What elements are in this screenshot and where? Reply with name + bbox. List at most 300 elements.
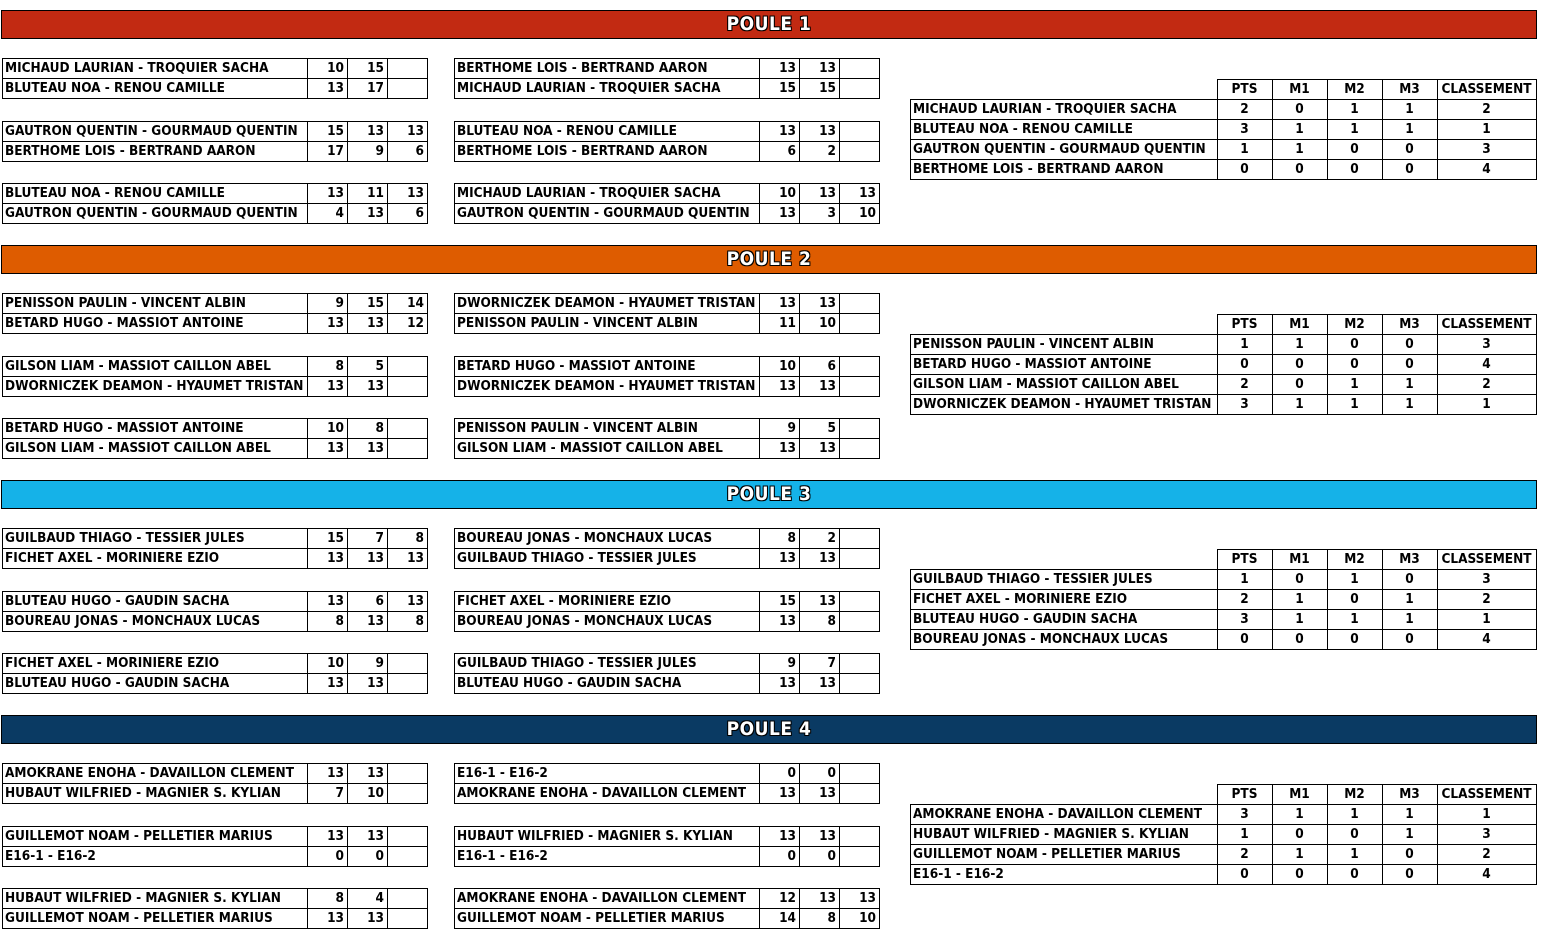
standings-rank: 4 [1437,865,1536,885]
match-table [454,528,880,569]
team-name: GAUTRON QUENTIN - GOURMAUD QUENTIN [3,122,308,142]
set-score: 13 [308,764,348,784]
team-name: BLUTEAU HUGO - GAUDIN SACHA [911,610,1218,630]
match-card [2,183,428,224]
set-score: 13 [800,889,840,909]
match-card [454,591,880,632]
set-score [388,889,428,909]
standings-rank: 2 [1437,375,1536,395]
match-card [2,591,428,632]
set-score: 13 [348,909,388,929]
standings-m2: 1 [1327,570,1382,590]
team-name: FICHET AXEL - MORINIERE EZIO [455,592,760,612]
match-table [454,418,880,459]
set-score: 13 [760,59,800,79]
standings-pts: 1 [1217,335,1272,355]
team-name: AMOKRANE ENOHA - DAVAILLON CLEMENT [455,889,760,909]
match-row [455,674,880,694]
set-score: 10 [840,909,880,929]
match-row [3,592,428,612]
set-score: 13 [348,827,388,847]
set-score: 9 [308,294,348,314]
team-name: GUILBAUD THIAGO - TESSIER JULES [455,549,760,569]
set-score: 13 [760,204,800,224]
standings-m2: 1 [1327,375,1382,395]
set-score [840,59,880,79]
standings-rank: 3 [1437,140,1536,160]
set-score: 13 [388,184,428,204]
match-row [455,184,880,204]
standings-row [911,375,1537,395]
set-score [840,314,880,334]
standings-rank: 4 [1437,160,1536,180]
match-card [454,418,880,459]
match-table [2,763,428,804]
set-score: 8 [800,909,840,929]
set-score: 4 [308,204,348,224]
standings-m1: 1 [1272,120,1327,140]
set-score: 17 [348,79,388,99]
team-name: PENISSON PAULIN - VINCENT ALBIN [455,314,760,334]
header-blank [911,315,1218,335]
set-score [388,909,428,929]
set-score [840,294,880,314]
match-row [455,529,880,549]
team-name: GILSON LIAM - MASSIOT CAILLON ABEL [455,439,760,459]
set-score: 13 [308,592,348,612]
standings-rank: 2 [1437,100,1536,120]
standings-rank: 3 [1437,335,1536,355]
team-name: HUBAUT WILFRIED - MAGNIER S. KYLIAN [3,784,308,804]
set-score [388,654,428,674]
team-name: BERTHOME LOIS - BERTRAND AARON [911,160,1218,180]
set-score: 13 [800,549,840,569]
match-row [3,314,428,334]
set-score [840,439,880,459]
standings-m2: 0 [1327,160,1382,180]
team-name: BERTHOME LOIS - BERTRAND AARON [3,142,308,162]
standings-rank: 3 [1437,825,1536,845]
team-name: BLUTEAU HUGO - GAUDIN SACHA [3,592,308,612]
match-row [455,909,880,929]
set-score: 13 [308,184,348,204]
set-score: 6 [800,357,840,377]
standings-m2: 1 [1327,805,1382,825]
standings-header [911,785,1537,805]
standings-m1: 1 [1272,395,1327,415]
set-score [840,784,880,804]
match-table [454,763,880,804]
match-table [2,183,428,224]
match-table [2,826,428,867]
set-score: 13 [348,549,388,569]
team-name: BLUTEAU NOA - RENOU CAMILLE [455,122,760,142]
match-card [454,826,880,867]
set-score [840,764,880,784]
team-name: FICHET AXEL - MORINIERE EZIO [911,590,1218,610]
match-row [455,59,880,79]
standings-row [911,825,1537,845]
standings-pts: 2 [1217,845,1272,865]
team-name: GAUTRON QUENTIN - GOURMAUD QUENTIN [455,204,760,224]
set-score: 10 [308,59,348,79]
standings-row [911,630,1537,650]
match-table [2,121,428,162]
team-name: HUBAUT WILFRIED - MAGNIER S. KYLIAN [911,825,1218,845]
match-card [454,356,880,397]
set-score: 6 [348,592,388,612]
match-table [2,356,428,397]
set-score: 8 [348,419,388,439]
match-row [455,847,880,867]
team-name: BETARD HUGO - MASSIOT ANTOINE [455,357,760,377]
set-score [388,764,428,784]
set-score [840,549,880,569]
set-score: 11 [760,314,800,334]
standings-rank: 2 [1437,590,1536,610]
standings-m2: 0 [1327,335,1382,355]
standings-table [910,784,1537,885]
standings-rank: 1 [1437,120,1536,140]
set-score [840,654,880,674]
set-score: 13 [800,122,840,142]
standings-m1: 1 [1272,140,1327,160]
set-score: 15 [348,59,388,79]
set-score [388,784,428,804]
header-m1: M1 [1272,80,1327,100]
standings-m3: 0 [1382,355,1437,375]
header-pts: PTS [1217,80,1272,100]
standings-row [911,335,1537,355]
header-m2: M2 [1327,80,1382,100]
team-name: BOUREAU JONAS - MONCHAUX LUCAS [455,612,760,632]
standings-table [910,314,1537,415]
standings-m2: 1 [1327,395,1382,415]
set-score: 13 [760,612,800,632]
team-name: E16-1 - E16-2 [455,764,760,784]
set-score [840,377,880,397]
standings-row [911,140,1537,160]
standings-pts: 3 [1217,805,1272,825]
standings-m1: 1 [1272,845,1327,865]
team-name: HUBAUT WILFRIED - MAGNIER S. KYLIAN [455,827,760,847]
team-name: BLUTEAU NOA - RENOU CAMILLE [911,120,1218,140]
standings-m1: 0 [1272,570,1327,590]
team-name: MICHAUD LAURIAN - TROQUIER SACHA [455,184,760,204]
header-rank: CLASSEMENT [1437,550,1536,570]
standings-row [911,610,1537,630]
set-score [388,419,428,439]
standings-m1: 0 [1272,630,1327,650]
set-score [388,674,428,694]
standings-m3: 1 [1382,825,1437,845]
set-score [840,79,880,99]
standings-pts: 0 [1217,355,1272,375]
set-score: 8 [760,529,800,549]
team-name: MICHAUD LAURIAN - TROQUIER SACHA [455,79,760,99]
set-score: 13 [760,674,800,694]
team-name: GUILBAUD THIAGO - TESSIER JULES [455,654,760,674]
match-row [455,122,880,142]
header-blank [911,785,1218,805]
team-name: E16-1 - E16-2 [455,847,760,867]
pool-title: POULE 3 [1,480,1537,509]
match-row [3,377,428,397]
standings-m3: 0 [1382,335,1437,355]
header-pts: PTS [1217,315,1272,335]
match-row [455,314,880,334]
set-score: 13 [800,439,840,459]
match-card [454,888,880,929]
set-score [840,122,880,142]
header-m1: M1 [1272,550,1327,570]
match-row [3,419,428,439]
set-score: 12 [760,889,800,909]
team-name: MICHAUD LAURIAN - TROQUIER SACHA [911,100,1218,120]
match-card [2,121,428,162]
standings-m3: 0 [1382,160,1437,180]
standings-row [911,355,1537,375]
standings-m1: 1 [1272,610,1327,630]
match-table [454,653,880,694]
set-score: 5 [800,419,840,439]
set-score: 13 [800,184,840,204]
match-table [2,653,428,694]
set-score: 10 [348,784,388,804]
set-score: 10 [800,314,840,334]
set-score: 10 [760,184,800,204]
team-name: BETARD HUGO - MASSIOT ANTOINE [3,314,308,334]
match-row [455,357,880,377]
match-row [455,592,880,612]
standings-m3: 1 [1382,100,1437,120]
standings-rank: 1 [1437,805,1536,825]
team-name: MICHAUD LAURIAN - TROQUIER SACHA [3,59,308,79]
match-card [2,763,428,804]
match-row [455,79,880,99]
standings-m2: 0 [1327,865,1382,885]
match-row [3,674,428,694]
standings-rank: 4 [1437,630,1536,650]
standings-m3: 1 [1382,590,1437,610]
team-name: PENISSON PAULIN - VINCENT ALBIN [455,419,760,439]
team-name: BLUTEAU NOA - RENOU CAMILLE [3,184,308,204]
match-row [3,909,428,929]
set-score: 15 [800,79,840,99]
set-score [840,142,880,162]
match-row [3,827,428,847]
match-row [3,529,428,549]
standings-m2: 0 [1327,140,1382,160]
set-score: 13 [308,377,348,397]
set-score [840,529,880,549]
set-score: 9 [348,654,388,674]
set-score: 13 [760,294,800,314]
set-score: 0 [800,764,840,784]
standings-m2: 0 [1327,630,1382,650]
match-card [454,58,880,99]
match-row [3,357,428,377]
standings-row [911,100,1537,120]
team-name: E16-1 - E16-2 [911,865,1218,885]
set-score: 6 [388,142,428,162]
set-score: 13 [308,314,348,334]
match-row [3,549,428,569]
match-row [3,889,428,909]
set-score [388,827,428,847]
set-score: 8 [308,357,348,377]
standings-m2: 1 [1327,120,1382,140]
team-name: GUILLEMOT NOAM - PELLETIER MARIUS [3,909,308,929]
set-score: 13 [800,674,840,694]
standings-pts: 1 [1217,140,1272,160]
standings-pts: 3 [1217,395,1272,415]
set-score: 17 [308,142,348,162]
set-score [840,827,880,847]
match-row [3,79,428,99]
match-row [3,204,428,224]
set-score: 13 [388,122,428,142]
set-score: 9 [760,419,800,439]
match-card [2,653,428,694]
set-score: 13 [348,122,388,142]
set-score: 10 [308,654,348,674]
team-name: HUBAUT WILFRIED - MAGNIER S. KYLIAN [3,889,308,909]
header-m2: M2 [1327,785,1382,805]
set-score: 0 [760,764,800,784]
set-score: 15 [760,592,800,612]
match-table [454,356,880,397]
set-score [840,612,880,632]
team-name: BOUREAU JONAS - MONCHAUX LUCAS [3,612,308,632]
set-score: 15 [308,122,348,142]
standings-m2: 0 [1327,825,1382,845]
match-row [3,847,428,867]
set-score: 13 [348,674,388,694]
header-pts: PTS [1217,550,1272,570]
team-name: GUILLEMOT NOAM - PELLETIER MARIUS [3,827,308,847]
set-score: 13 [760,827,800,847]
set-score: 6 [388,204,428,224]
standings-header [911,550,1537,570]
standings-pts: 1 [1217,825,1272,845]
team-name: BOUREAU JONAS - MONCHAUX LUCAS [911,630,1218,650]
match-table [2,293,428,334]
set-score: 9 [760,654,800,674]
match-row [455,142,880,162]
set-score: 15 [308,529,348,549]
header-blank [911,80,1218,100]
standings-m1: 0 [1272,375,1327,395]
standings-row [911,865,1537,885]
team-name: BERTHOME LOIS - BERTRAND AARON [455,59,760,79]
standings-table [910,79,1537,180]
team-name: PENISSON PAULIN - VINCENT ALBIN [911,335,1218,355]
match-table [454,121,880,162]
team-name: GILSON LIAM - MASSIOT CAILLON ABEL [3,439,308,459]
set-score: 14 [388,294,428,314]
header-m3: M3 [1382,80,1437,100]
standings-pts: 2 [1217,590,1272,610]
team-name: GAUTRON QUENTIN - GOURMAUD QUENTIN [3,204,308,224]
match-row [3,122,428,142]
set-score: 8 [308,612,348,632]
standings-rank: 3 [1437,570,1536,590]
standings-m3: 0 [1382,865,1437,885]
set-score [840,847,880,867]
pool-title: POULE 4 [1,715,1537,744]
set-score: 13 [348,612,388,632]
team-name: GAUTRON QUENTIN - GOURMAUD QUENTIN [911,140,1218,160]
match-row [3,142,428,162]
pool-title: POULE 1 [1,10,1537,39]
set-score: 14 [760,909,800,929]
standings-row [911,160,1537,180]
set-score: 13 [760,122,800,142]
set-score: 7 [308,784,348,804]
standings-m3: 1 [1382,610,1437,630]
set-score: 13 [348,439,388,459]
header-m2: M2 [1327,315,1382,335]
set-score [840,357,880,377]
match-row [455,419,880,439]
match-row [3,654,428,674]
set-score: 4 [348,889,388,909]
match-card [2,528,428,569]
match-card [2,888,428,929]
standings-m2: 1 [1327,100,1382,120]
set-score: 13 [760,377,800,397]
team-name: BLUTEAU HUGO - GAUDIN SACHA [3,674,308,694]
set-score: 13 [800,784,840,804]
set-score [388,79,428,99]
standings-m1: 1 [1272,335,1327,355]
team-name: DWORNICZEK DEAMON - HYAUMET TRISTAN [911,395,1218,415]
team-name: DWORNICZEK DEAMON - HYAUMET TRISTAN [3,377,308,397]
match-table [454,591,880,632]
set-score: 0 [760,847,800,867]
match-row [3,612,428,632]
team-name: AMOKRANE ENOHA - DAVAILLON CLEMENT [3,764,308,784]
set-score: 8 [388,529,428,549]
header-m2: M2 [1327,550,1382,570]
header-m1: M1 [1272,785,1327,805]
standings-pts: 3 [1217,120,1272,140]
standings-pts: 2 [1217,100,1272,120]
match-row [455,889,880,909]
match-card [454,183,880,224]
standings-m3: 0 [1382,570,1437,590]
match-row [455,827,880,847]
team-name: BLUTEAU NOA - RENOU CAMILLE [3,79,308,99]
set-score: 6 [760,142,800,162]
set-score: 0 [348,847,388,867]
standings-row [911,590,1537,610]
team-name: GUILBAUD THIAGO - TESSIER JULES [911,570,1218,590]
match-table [454,293,880,334]
team-name: GILSON LIAM - MASSIOT CAILLON ABEL [911,375,1218,395]
set-score: 2 [800,529,840,549]
match-row [455,377,880,397]
standings-m1: 0 [1272,825,1327,845]
match-table [454,58,880,99]
standings-m1: 0 [1272,100,1327,120]
set-score: 7 [348,529,388,549]
match-card [454,293,880,334]
match-row [3,294,428,314]
set-score: 13 [308,827,348,847]
team-name: BETARD HUGO - MASSIOT ANTOINE [911,355,1218,375]
